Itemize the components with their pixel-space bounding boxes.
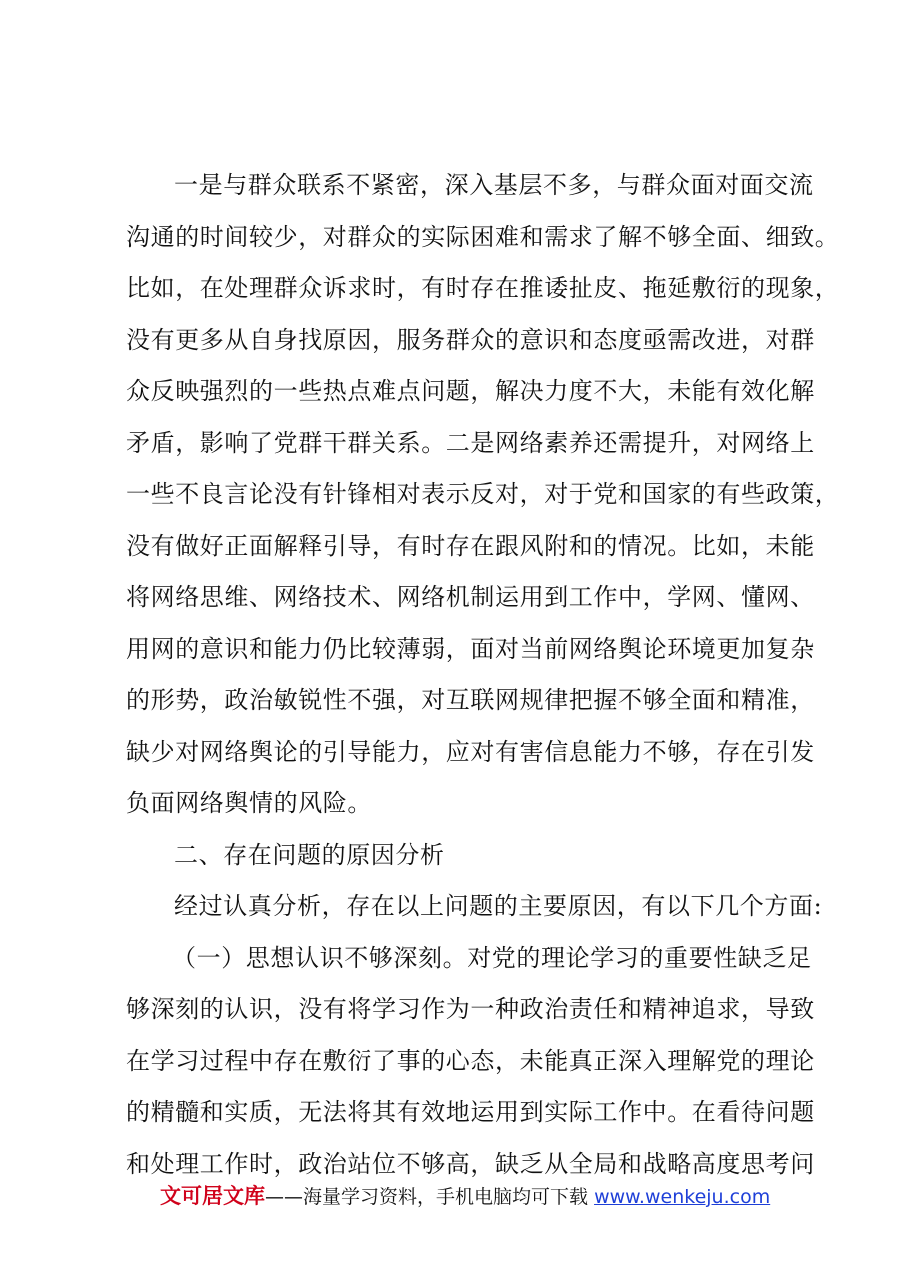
paragraph-line: 众反映强烈的一些热点难点问题，解决力度不大，未能有效化解 [126,377,815,405]
footer-tagline: ——海量学习资料，手机电脑均可下载 [265,1186,589,1208]
paragraph-line: 用网的意识和能力仍比较薄弱，面对当前网络舆论环境更加复杂 [126,634,815,663]
paragraph-line: 在学习过程中存在敷衍了事的心态，未能真正深入理解党的理论 [126,1046,815,1075]
paragraph-line: 矛盾，影响了党群干群关系。二是网络素养还需提升，对网络上 [126,428,815,457]
paragraph-line: 没有更多从自身找原因，服务群众的意识和态度亟需改进，对群 [126,325,815,354]
paragraph-line: 一些不良言论没有针锋相对表示反对，对于党和国家的有些政策， [126,480,840,508]
footer-banner [160,1180,770,1210]
paragraph-line: 的形势，政治敏锐性不强，对互联网规律把握不够全面和精准， [126,686,815,714]
paragraph-line: 负面网络舆情的风险。 [126,789,372,817]
paragraph-line: 经过认真分析，存在以上问题的主要原因，有以下几个方面: [174,892,823,920]
paragraph-line: 沟通的时间较少，对群众的实际困难和需求了解不够全面、细致。 [126,222,840,251]
subsection-heading-line: （一）思想认识不够深刻。对党的理论学习的重要性缺乏足 [172,943,812,972]
paragraph-line: 一是与群众联系不紧密，深入基层不多，与群众面对面交流 [174,171,814,199]
section-heading: 二、存在问题的原因分析 [174,840,445,869]
paragraph-line: 和处理工作时，政治站位不够高，缺乏从全局和战略高度思考问 [126,1149,815,1178]
paragraph-line: 够深刻的认识，没有将学习作为一种政治责任和精神追求，导致 [126,995,815,1023]
footer-link[interactable]: www.wenkeju.com [594,1186,771,1208]
footer-brand: 文可居文库 [160,1184,265,1208]
paragraph-line: 的精髓和实质，无法将其有效地运用到实际工作中。在看待问题 [126,1098,815,1126]
paragraph-line: 比如，在处理群众诉求时，有时存在推诿扯皮、拖延敷衍的现象， [126,274,840,302]
paragraph-line: 没有做好正面解释引导，有时存在跟风附和的情况。比如，未能 [126,531,815,560]
paragraph-line: 缺少对网络舆论的引导能力，应对有害信息能力不够，存在引发 [126,737,815,766]
document-body [126,160,840,1190]
paragraph-line: 将网络思维、网络技术、网络机制运用到工作中，学网、懂网、 [126,583,815,611]
